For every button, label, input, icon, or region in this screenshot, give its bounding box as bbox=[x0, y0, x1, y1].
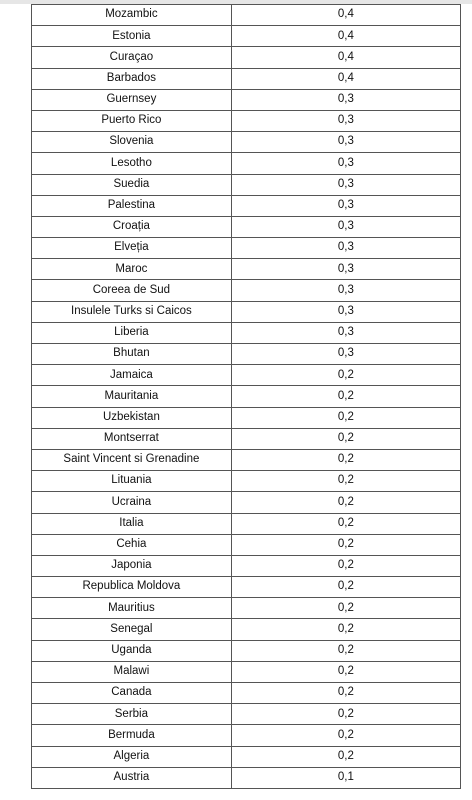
country-cell: Lituania bbox=[32, 471, 232, 492]
country-cell: Malawi bbox=[32, 661, 232, 682]
value-cell: 0,2 bbox=[231, 746, 460, 767]
table-row bbox=[32, 174, 461, 195]
value-cell: 0,2 bbox=[231, 725, 460, 746]
value-cell: 0,3 bbox=[231, 322, 460, 343]
table-row bbox=[32, 767, 461, 788]
value-cell: 0,2 bbox=[231, 449, 460, 470]
country-cell: Canada bbox=[32, 683, 232, 704]
value-cell: 0,4 bbox=[231, 47, 460, 68]
table-row bbox=[32, 428, 461, 449]
table-row bbox=[32, 322, 461, 343]
country-cell: Uganda bbox=[32, 640, 232, 661]
table-row bbox=[32, 280, 461, 301]
table-row bbox=[32, 132, 461, 153]
value-cell: 0,3 bbox=[231, 259, 460, 280]
value-cell: 0,2 bbox=[231, 365, 460, 386]
table-row bbox=[32, 301, 461, 322]
value-cell: 0,4 bbox=[231, 26, 460, 47]
country-cell: Curaçao bbox=[32, 47, 232, 68]
table-row bbox=[32, 683, 461, 704]
table-row bbox=[32, 725, 461, 746]
table-row bbox=[32, 471, 461, 492]
table-row bbox=[32, 598, 461, 619]
country-cell: Serbia bbox=[32, 704, 232, 725]
value-cell: 0,2 bbox=[231, 619, 460, 640]
country-cell: Bermuda bbox=[32, 725, 232, 746]
table-row bbox=[32, 661, 461, 682]
country-cell: Italia bbox=[32, 513, 232, 534]
value-cell: 0,2 bbox=[231, 534, 460, 555]
table-row bbox=[32, 110, 461, 131]
country-cell: Ucraina bbox=[32, 492, 232, 513]
country-cell: Guernsey bbox=[32, 89, 232, 110]
country-cell: Algeria bbox=[32, 746, 232, 767]
table-row bbox=[32, 746, 461, 767]
table-row bbox=[32, 259, 461, 280]
country-cell: Insulele Turks si Caicos bbox=[32, 301, 232, 322]
value-cell: 0,3 bbox=[231, 132, 460, 153]
country-cell: Croația bbox=[32, 216, 232, 237]
table-row bbox=[32, 238, 461, 259]
value-cell: 0,3 bbox=[231, 174, 460, 195]
country-cell: Liberia bbox=[32, 322, 232, 343]
table-body bbox=[32, 5, 461, 789]
country-cell: Republica Moldova bbox=[32, 577, 232, 598]
value-cell: 0,2 bbox=[231, 598, 460, 619]
country-cell: Mauritius bbox=[32, 598, 232, 619]
country-cell: Palestina bbox=[32, 195, 232, 216]
value-cell: 0,2 bbox=[231, 386, 460, 407]
table-row bbox=[32, 555, 461, 576]
country-cell: Uzbekistan bbox=[32, 407, 232, 428]
table-row bbox=[32, 195, 461, 216]
country-cell: Mauritania bbox=[32, 386, 232, 407]
value-cell: 0,3 bbox=[231, 195, 460, 216]
country-cell: Coreea de Sud bbox=[32, 280, 232, 301]
value-cell: 0,3 bbox=[231, 89, 460, 110]
table-row bbox=[32, 89, 461, 110]
value-cell: 0,2 bbox=[231, 577, 460, 598]
country-cell: Bhutan bbox=[32, 344, 232, 365]
value-cell: 0,2 bbox=[231, 683, 460, 704]
country-cell: Slovenia bbox=[32, 132, 232, 153]
table-row bbox=[32, 365, 461, 386]
country-cell: Senegal bbox=[32, 619, 232, 640]
country-value-table bbox=[31, 4, 461, 789]
country-cell: Mozambic bbox=[32, 5, 232, 26]
value-cell: 0,4 bbox=[231, 68, 460, 89]
country-cell: Cehia bbox=[32, 534, 232, 555]
value-cell: 0,2 bbox=[231, 661, 460, 682]
table-row bbox=[32, 492, 461, 513]
country-cell: Maroc bbox=[32, 259, 232, 280]
table-row bbox=[32, 449, 461, 470]
country-cell: Suedia bbox=[32, 174, 232, 195]
value-cell: 0,2 bbox=[231, 513, 460, 534]
value-cell: 0,3 bbox=[231, 238, 460, 259]
table-row bbox=[32, 534, 461, 555]
value-cell: 0,3 bbox=[231, 110, 460, 131]
country-cell: Montserrat bbox=[32, 428, 232, 449]
table-row bbox=[32, 386, 461, 407]
value-cell: 0,3 bbox=[231, 216, 460, 237]
value-cell: 0,3 bbox=[231, 153, 460, 174]
table-row bbox=[32, 216, 461, 237]
table-row bbox=[32, 407, 461, 428]
country-cell: Lesotho bbox=[32, 153, 232, 174]
value-cell: 0,1 bbox=[231, 767, 460, 788]
table-row bbox=[32, 26, 461, 47]
country-cell: Estonia bbox=[32, 26, 232, 47]
table-row bbox=[32, 704, 461, 725]
country-cell: Saint Vincent si Grenadine bbox=[32, 449, 232, 470]
country-cell: Jamaica bbox=[32, 365, 232, 386]
value-cell: 0,2 bbox=[231, 407, 460, 428]
country-cell: Elveția bbox=[32, 238, 232, 259]
country-cell: Puerto Rico bbox=[32, 110, 232, 131]
value-cell: 0,3 bbox=[231, 344, 460, 365]
table-row bbox=[32, 153, 461, 174]
country-cell: Barbados bbox=[32, 68, 232, 89]
table-row bbox=[32, 344, 461, 365]
value-cell: 0,2 bbox=[231, 555, 460, 576]
table-row bbox=[32, 68, 461, 89]
table-row bbox=[32, 640, 461, 661]
value-cell: 0,3 bbox=[231, 301, 460, 322]
table-row bbox=[32, 5, 461, 26]
value-cell: 0,2 bbox=[231, 428, 460, 449]
table-row bbox=[32, 577, 461, 598]
table-row bbox=[32, 513, 461, 534]
value-cell: 0,2 bbox=[231, 492, 460, 513]
table-row bbox=[32, 619, 461, 640]
value-cell: 0,2 bbox=[231, 640, 460, 661]
value-cell: 0,2 bbox=[231, 471, 460, 492]
table-row bbox=[32, 47, 461, 68]
value-cell: 0,3 bbox=[231, 280, 460, 301]
value-cell: 0,4 bbox=[231, 5, 460, 26]
country-cell: Japonia bbox=[32, 555, 232, 576]
country-cell: Austria bbox=[32, 767, 232, 788]
value-cell: 0,2 bbox=[231, 704, 460, 725]
